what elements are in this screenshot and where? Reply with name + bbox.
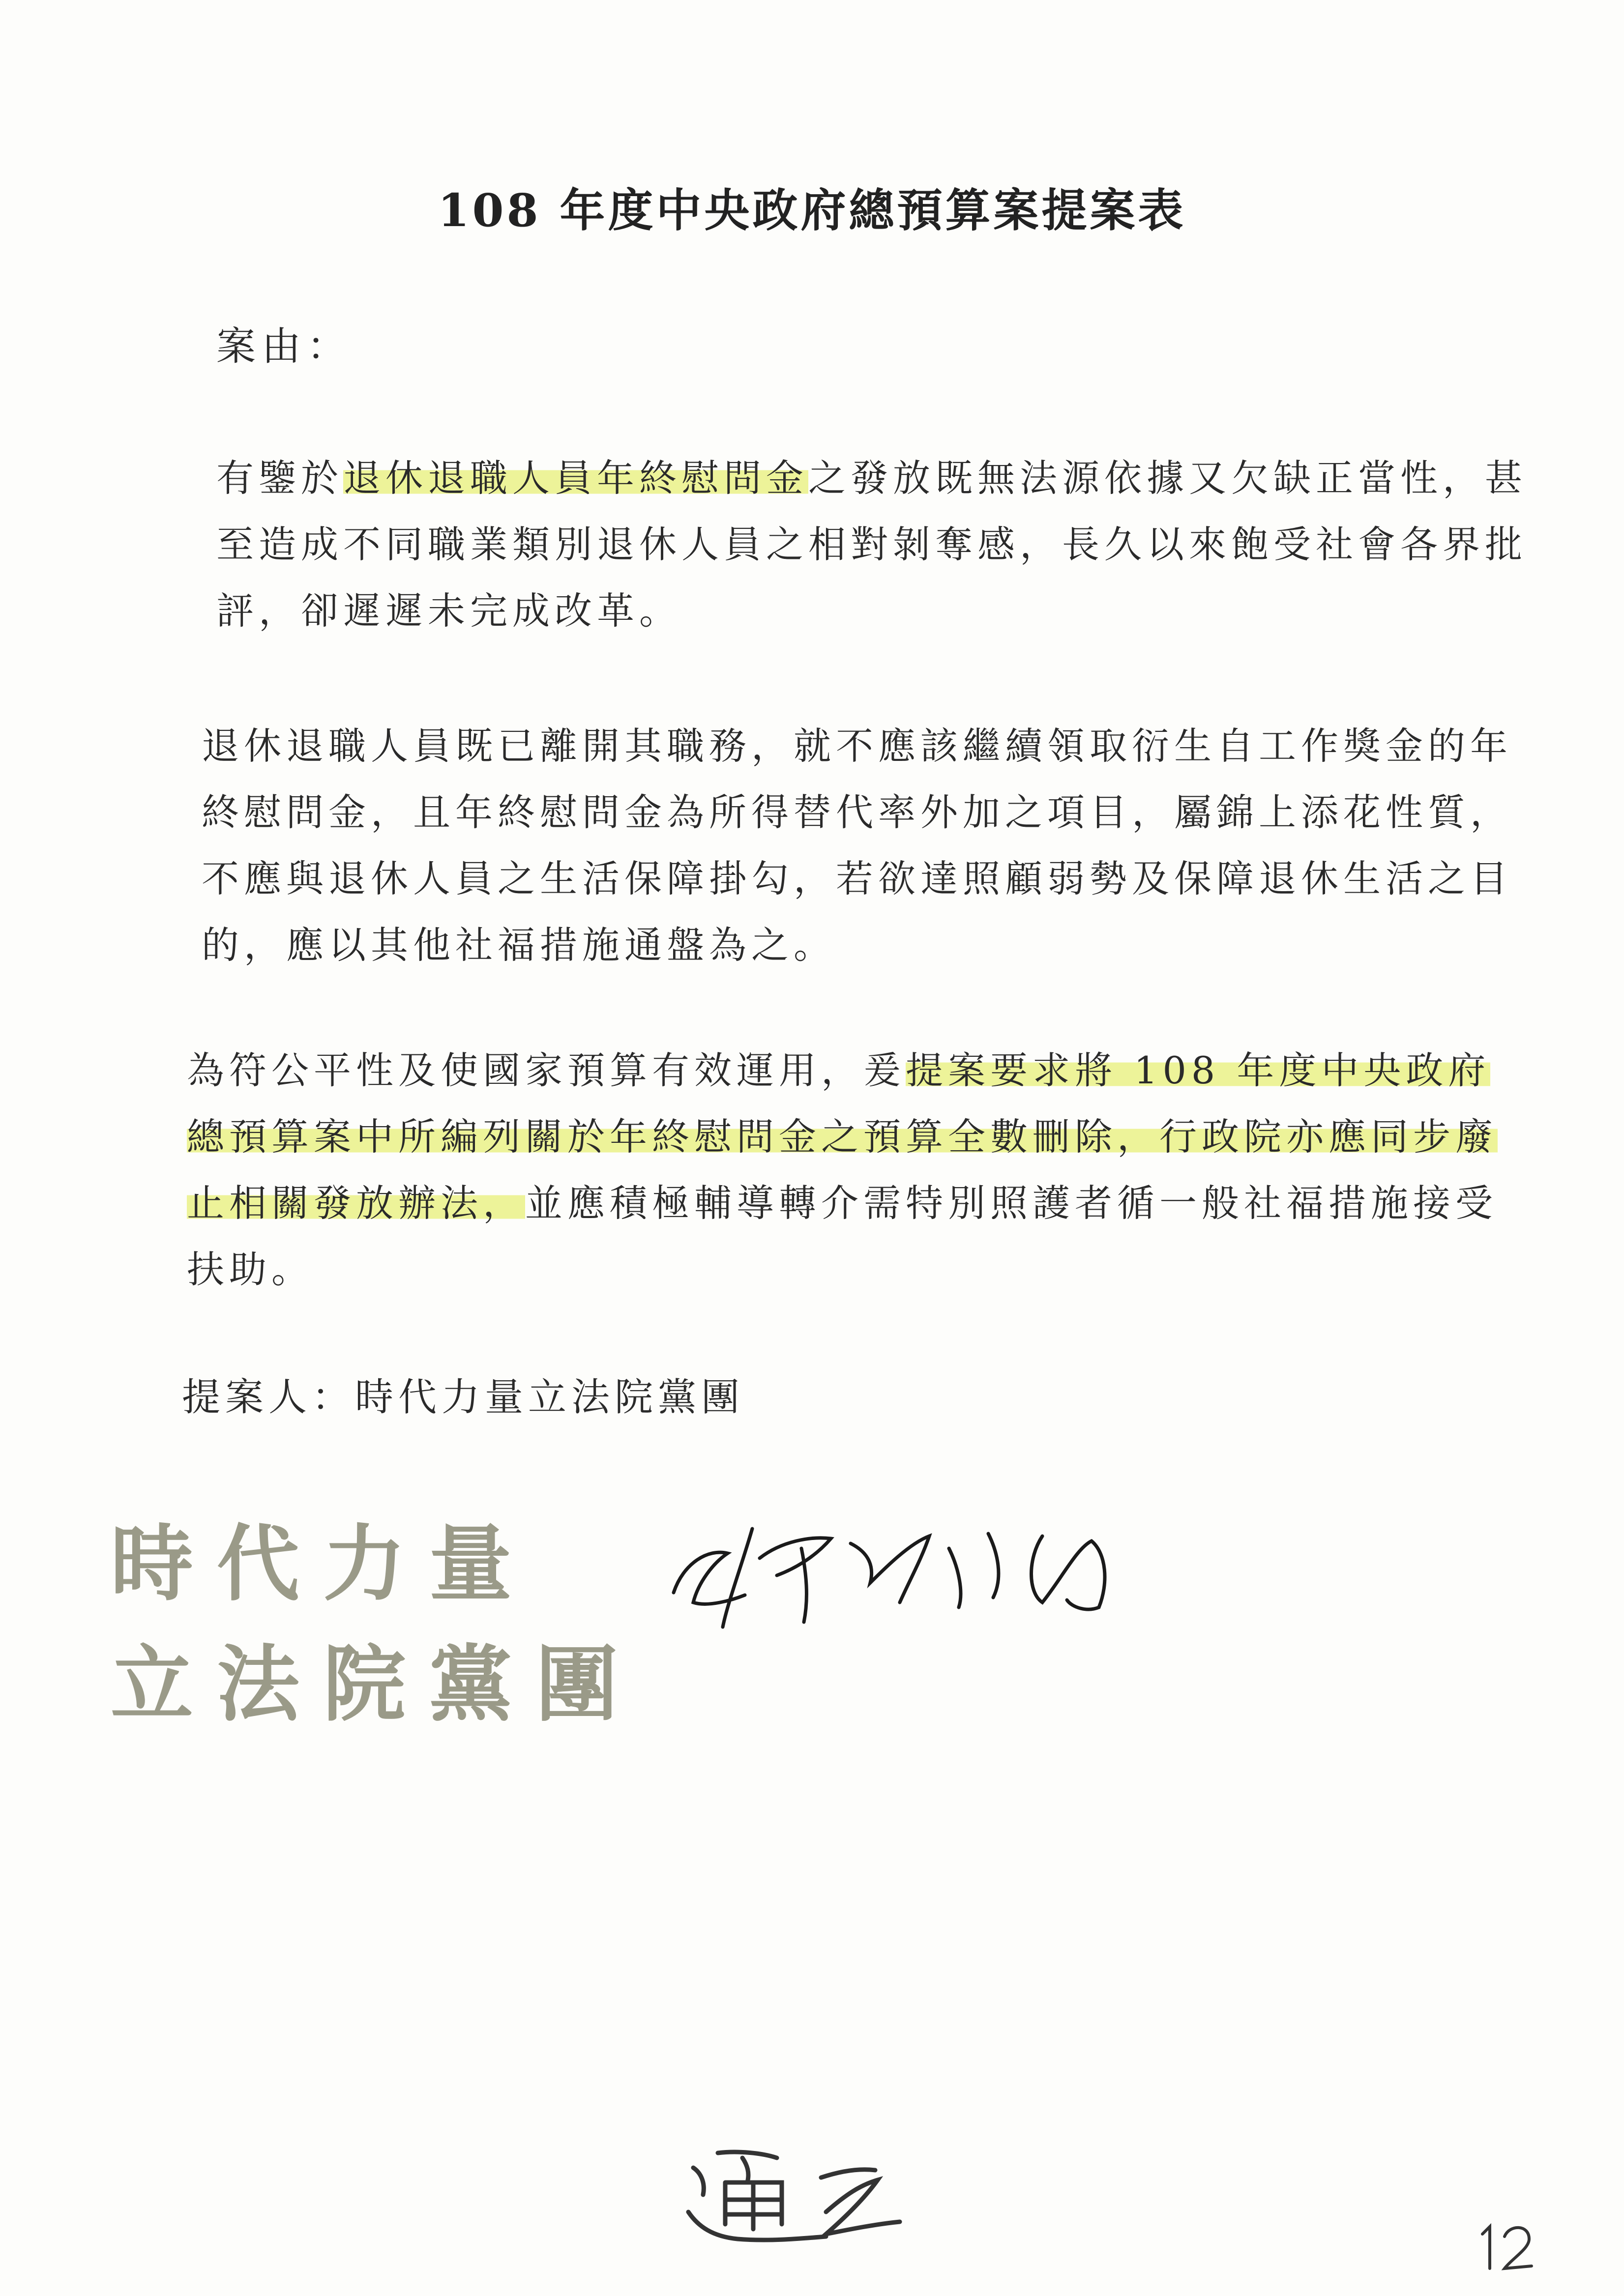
paragraph-3 — [187, 1037, 1514, 1303]
document-title: 108 年度中央政府總預算案提案表 — [438, 184, 1186, 237]
stamp-line-2: 立法院黨團 — [111, 1636, 642, 1733]
party-stamp — [111, 1504, 642, 1745]
page-number — [1470, 2217, 1539, 2276]
section-label: 案由： — [216, 323, 352, 369]
paragraph-1 — [216, 445, 1544, 644]
highlighted-text: 退休退職人員年終慰問金 — [343, 456, 808, 500]
paragraph-text: 之發放既無法源依據又欠缺正當性，甚至造成不同職業類別退休人員之相對剝奪感，長久以來飽受社會各界批評，卻遲遲未完成改革。 — [216, 456, 1527, 633]
handwritten-signature — [654, 1489, 1205, 1637]
highlighted-text: 提案要求將 108 年度中央政府總預算案中所編列關於年終慰問金之預算全數刪除，行政院亦應同步廢止相關發放辦法， — [187, 1048, 1498, 1225]
paragraph-text: 為符公平性及使國家預算有效運用，爰 — [187, 1048, 906, 1092]
paragraph-text: 退休退職人員既已離開其職務，就不應該繼續領取衍生自工作獎金的年終慰問金，且年終慰問金為所得替代率外加之項目，屬錦上添花性質，不應與退休人員之生活保障掛勾，若欲達照顧弱勢及保障退休生活之目的，應以其他社福措施通盤為之。 — [202, 724, 1512, 967]
paragraph-text: 並應積極輔導轉介需特別照護者循一般社福措施接受扶助。 — [187, 1181, 1498, 1291]
handwritten-note — [679, 2138, 915, 2251]
stamp-line-1: 時代力量 — [111, 1516, 535, 1612]
paragraph-text: 有鑒於 — [216, 456, 343, 500]
paragraph-2 — [202, 713, 1529, 978]
proposer-line: 提案人：時代力量立法院黨團 — [182, 1375, 745, 1420]
